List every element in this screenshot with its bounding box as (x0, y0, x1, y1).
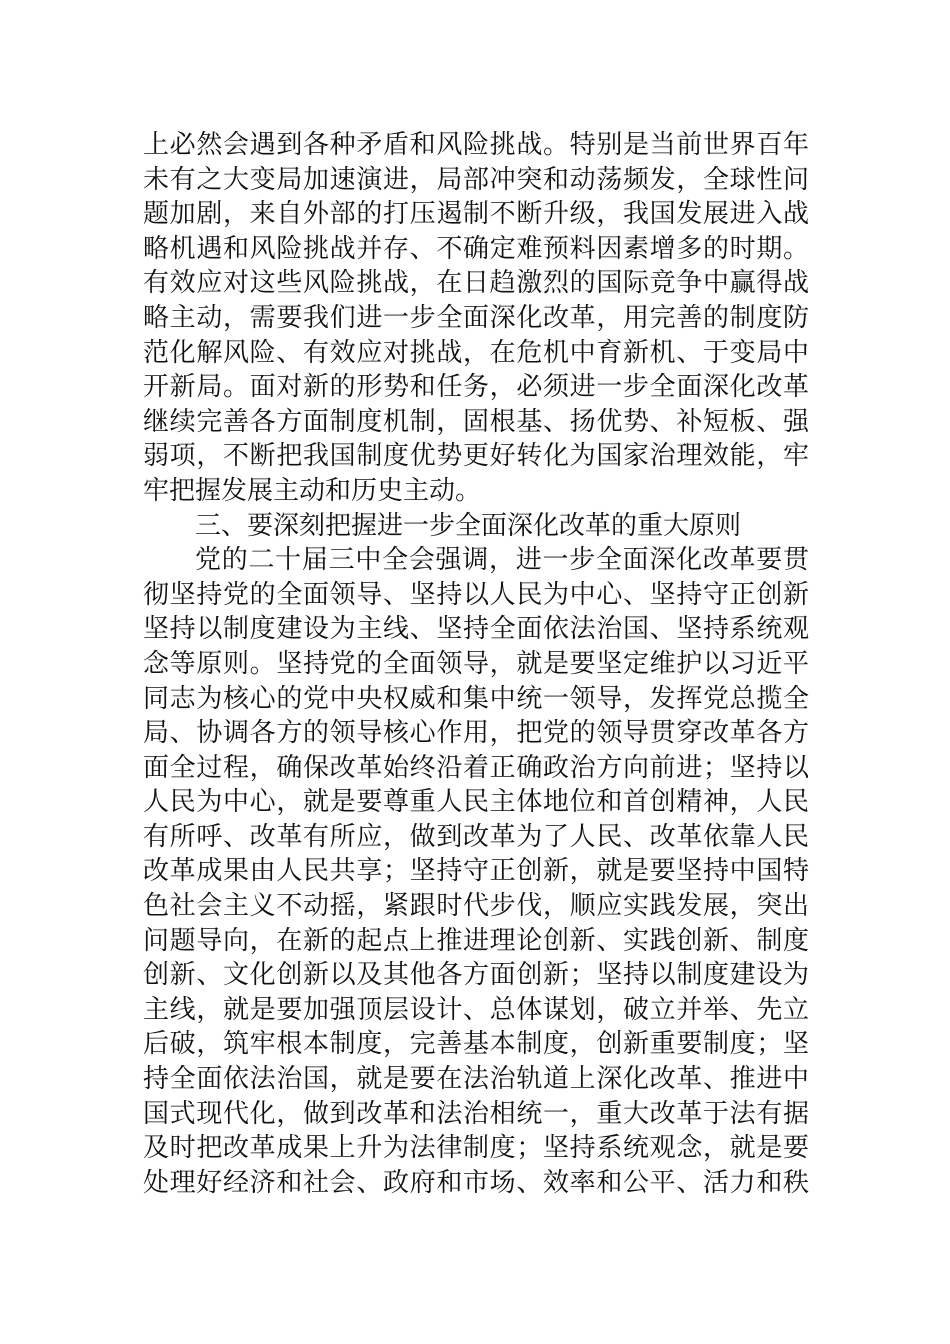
text-line: 继续完善各方面制度机制，固根基、扬优势、补短板、强 (143, 406, 809, 437)
text-line: 人民为中心，就是要尊重人民主体地位和首创精神，人民 (143, 787, 809, 818)
paragraph-end-line: 牢把握发展主动和历史主动。 (143, 475, 482, 506)
text-line: 略机遇和风险挑战并存、不确定难预料因素增多的时期。 (143, 233, 809, 264)
text-line: 上必然会遇到各种矛盾和风险挑战。特别是当前世界百年 (143, 130, 809, 160)
text-line: 国式现代化，做到改革和法治相统一，重大改革于法有据 (143, 1098, 809, 1129)
text-line: 处理好经济和社会、政府和市场、效率和公平、活力和秩 (143, 1167, 809, 1198)
text-line: 色社会主义不动摇，紧跟时代步伐，顺应实践发展，突出 (143, 891, 809, 922)
text-line: 有所呼、改革有所应，做到改革为了人民、改革依靠人民 (143, 821, 809, 852)
text-line: 念等原则。坚持党的全面领导，就是要坚定维护以习近平 (143, 648, 809, 679)
text-line: 局、协调各方的领导核心作用，把党的领导贯穿改革各方 (143, 718, 809, 749)
body-text (143, 128, 809, 1200)
text-line: 问题导向，在新的起点上推进理论创新、实践创新、制度 (143, 925, 809, 956)
text-line: 有效应对这些风险挑战，在日趋激烈的国际竞争中赢得战 (143, 268, 809, 299)
text-line: 彻坚持党的全面领导、坚持以人民为中心、坚持守正创新 (143, 579, 809, 610)
text-line: 坚持以制度建设为主线、坚持全面依法治国、坚持系统观 (143, 614, 809, 645)
text-line: 略主动，需要我们进一步全面深化改革，用完善的制度防 (143, 302, 809, 333)
text-line: 同志为核心的党中央权威和集中统一领导，发挥党总揽全 (143, 683, 809, 714)
text-line: 创新、文化创新以及其他各方面创新；坚持以制度建设为 (143, 960, 809, 991)
text-line: 改革成果由人民共享；坚持守正创新，就是要坚持中国特 (143, 856, 809, 887)
text-line: 题加剧，来自外部的打压遏制不断升级，我国发展进入战 (143, 199, 809, 230)
text-line: 后破，筑牢根本制度，完善基本制度，创新重要制度；坚 (143, 1029, 809, 1060)
text-line: 面全过程，确保改革始终沿着正确政治方向前进；坚持以 (143, 752, 809, 783)
text-line: 及时把改革成果上升为法律制度；坚持系统观念，就是要 (143, 1133, 809, 1164)
text-line: 持全面依法治国，就是要在法治轨道上深化改革、推进中 (143, 1064, 809, 1095)
text-line: 弱项，不断把我国制度优势更好转化为国家治理效能，牢 (143, 441, 809, 472)
paragraph-first-line: 党的二十届三中全会强调，进一步全面深化改革要贯 (195, 545, 809, 576)
text-line: 开新局。面对新的形势和任务，必须进一步全面深化改革 (143, 372, 809, 403)
text-line: 范化解风险、有效应对挑战，在危机中育新机、于变局中 (143, 337, 809, 368)
text-line: 未有之大变局加速演进，局部冲突和动荡频发，全球性问 (143, 164, 809, 195)
section-heading: 三、要深刻把握进一步全面深化改革的重大原则 (195, 510, 742, 541)
text-line: 主线，就是要加强顶层设计、总体谋划，破立并举、先立 (143, 994, 809, 1025)
